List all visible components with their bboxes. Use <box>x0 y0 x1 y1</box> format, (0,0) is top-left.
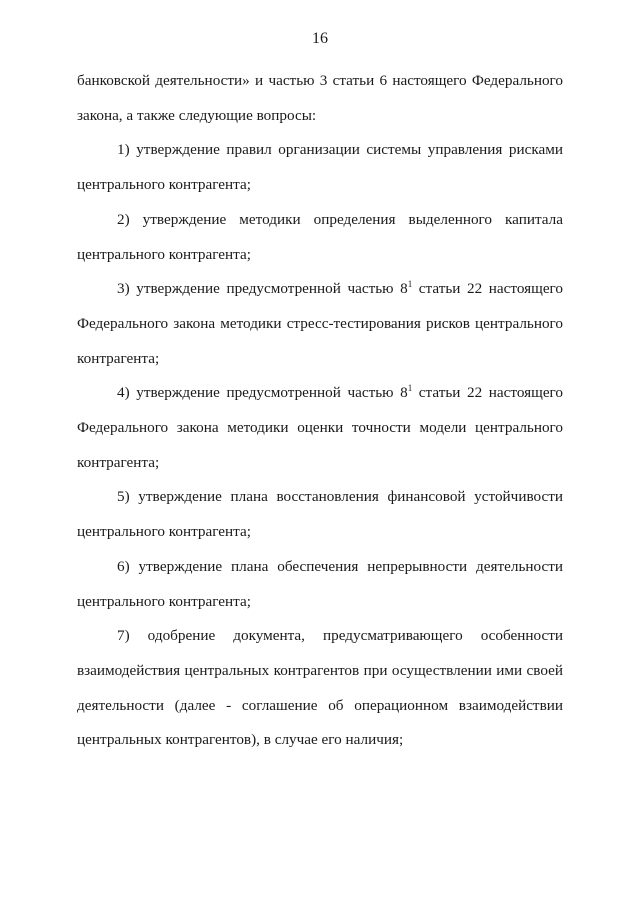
paragraph-item-6: 6) утверждение плана обеспечения непрерывности деятельности центрального контрагента; <box>77 557 563 610</box>
paragraph-item-4 <box>77 376 563 480</box>
paragraph-item-1: 1) утверждение правил организации системы управления рисками центрального контрагента; <box>77 141 563 194</box>
page-number: 16 <box>312 30 328 47</box>
paragraph-item-3-superscript: 1 <box>407 279 413 290</box>
paragraph-item-4-text-after: статьи 22 настоящего Федерального закона методики оценки точности модели центрального контрагента; <box>77 384 563 471</box>
paragraph-item-4-superscript: 1 <box>407 383 413 394</box>
paragraph-item-4-text-before: 4) утверждение предусмотренной частью 8 <box>117 384 408 402</box>
paragraph-intro: банковской деятельности» и частью 3 статьи 6 настоящего Федерального закона, а также следующие вопросы: <box>77 72 563 124</box>
paragraph-item-3 <box>77 272 563 376</box>
paragraph-item-2: 2) утверждение методики определения выделенного капитала центрального контрагента; <box>77 210 563 263</box>
document-body <box>77 64 563 758</box>
paragraph-item-5: 5) утверждение плана восстановления финансовой устойчивости центрального контрагента; <box>77 488 563 541</box>
paragraph-item-3-text-before: 3) утверждение предусмотренной частью 8 <box>117 280 408 298</box>
paragraph-item-3-text-after: статьи 22 настоящего Федерального закона методики стресс-тестирования рисков центрального контрагента; <box>77 280 563 367</box>
paragraph-item-7: 7) одобрение документа, предусматривающего особенности взаимодействия центральных контрагентов при осуществлении ими своей деятельности (далее - соглашение об операционном взаимодействии центральных контрагентов), в случае его наличия; <box>77 627 563 749</box>
